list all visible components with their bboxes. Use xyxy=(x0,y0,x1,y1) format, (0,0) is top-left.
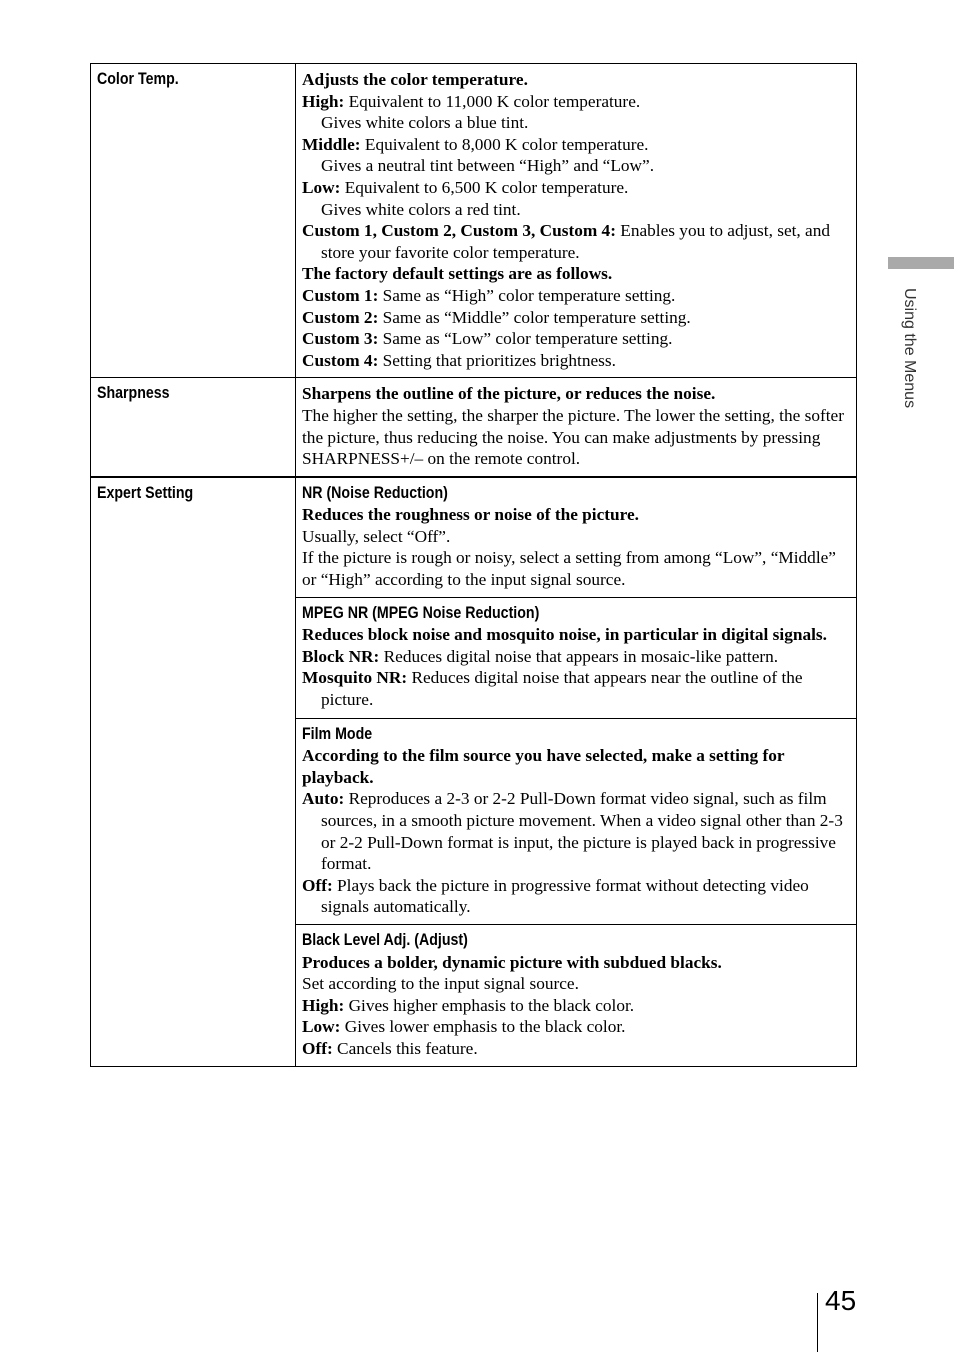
sub-setting-title-text: Film Mode xyxy=(302,724,373,743)
setting-name: Color Temp. xyxy=(97,70,179,88)
option-text: Same as “Middle” color temperature setting. xyxy=(378,307,691,327)
option-term: Mosquito NR: xyxy=(302,668,408,688)
option-high xyxy=(302,91,848,113)
sub-setting-black-level xyxy=(296,925,856,1066)
option-term: Off: xyxy=(302,1038,333,1058)
option-term: Auto: xyxy=(302,789,345,809)
row-label-cell xyxy=(91,378,296,477)
sub-setting-nr xyxy=(296,478,856,598)
sub-setting-text: Set according to the input signal source. xyxy=(302,974,579,994)
option-term: Custom 4: xyxy=(302,350,379,370)
sub-setting-film-mode xyxy=(296,719,856,925)
page-number: 45 xyxy=(825,1285,857,1316)
option-term: High: xyxy=(302,91,345,111)
option-text: Equivalent to 11,000 K color temperature. xyxy=(344,91,641,111)
option-low xyxy=(302,1016,848,1038)
row-description-cell xyxy=(296,477,857,1066)
sub-setting-title xyxy=(302,724,848,746)
option-term: Custom 1, Custom 2, Custom 3, Custom 4: xyxy=(302,221,616,241)
option-note: Gives white colors a blue tint. xyxy=(321,113,529,133)
sub-setting-intro: According to the film source you have selected, make a setting for playback. xyxy=(302,746,785,787)
option-text: Cancels this feature. xyxy=(332,1038,478,1058)
option-term: Block NR: xyxy=(302,646,380,666)
row-label-cell xyxy=(91,64,296,378)
option-term: Off: xyxy=(302,875,333,895)
setting-name: Sharpness xyxy=(97,384,170,403)
row-description-cell xyxy=(296,378,857,477)
sub-setting-title xyxy=(302,930,848,952)
setting-intro: Sharpens the outline of the picture, or reduces the noise. xyxy=(302,384,716,404)
row-label-cell xyxy=(91,477,296,1066)
option-text: Equivalent to 8,000 K color temperature. xyxy=(360,134,649,154)
option-text: Plays back the picture in progressive format without detecting video signals automatically. xyxy=(321,875,809,917)
option-text: Same as “High” color temperature setting. xyxy=(378,285,676,305)
sub-setting-title xyxy=(302,603,848,625)
option-text: Gives lower emphasis to the black color. xyxy=(340,1017,626,1037)
default-custom-1 xyxy=(302,285,848,307)
default-custom-2 xyxy=(302,307,848,329)
option-text: Reduces digital noise that appears near the outline of the picture. xyxy=(321,668,803,710)
setting-name: Expert Setting xyxy=(97,483,194,502)
option-term: Custom 1: xyxy=(302,285,379,305)
setting-body: The higher the setting, the sharper the picture. The lower the setting, the softer the picture, thus reducing the noise. You can make adjustments by pressing SHARPNESS+/– on the remote control. xyxy=(302,405,844,469)
option-note: Gives a neutral tint between “High” and “Low”. xyxy=(321,156,655,176)
option-block-nr xyxy=(302,646,848,668)
option-off xyxy=(302,1038,848,1060)
sub-setting-title xyxy=(302,483,848,505)
option-high xyxy=(302,995,848,1017)
option-text: Enables you to adjust, set, and store your favorite color temperature. xyxy=(321,221,831,262)
section-tab-marker xyxy=(888,257,954,269)
sub-setting-title-text: NR (Noise Reduction) xyxy=(302,483,448,502)
option-text: Gives higher emphasis to the black color. xyxy=(344,995,635,1015)
setting-intro: Adjusts the color temperature. xyxy=(302,70,528,89)
default-custom-3 xyxy=(302,328,848,350)
defaults-heading: The factory default settings are as follows. xyxy=(302,264,613,284)
settings-table xyxy=(90,63,857,1067)
option-term: Custom 3: xyxy=(302,329,379,349)
option-mosquito-nr xyxy=(302,667,848,710)
option-low xyxy=(302,177,848,199)
sub-setting-intro: Produces a bolder, dynamic picture with subdued blacks. xyxy=(302,952,722,972)
sub-setting-text: If the picture is rough or noisy, select a setting from among “Low”, “Middle” or “High” according to the input signal source. xyxy=(302,548,836,590)
option-text: Reproduces a 2-3 or 2-2 Pull-Down format video signal, such as film sources, in a smooth picture movement. When a video signal other than 2-3 or 2-2 Pull-Down format is input, the picture is played back in progressive format. xyxy=(321,789,843,874)
table-row xyxy=(91,477,857,1066)
sub-setting-title-text: Black Level Adj. (Adjust) xyxy=(302,930,468,949)
option-term: Middle: xyxy=(302,134,361,154)
option-text: Equivalent to 6,500 K color temperature. xyxy=(340,177,629,197)
section-tab-label: Using the Menus xyxy=(901,288,918,409)
table-row xyxy=(91,64,857,378)
option-term: Low: xyxy=(302,1017,341,1037)
option-term: Custom 2: xyxy=(302,307,379,327)
option-term: Low: xyxy=(302,177,341,197)
row-description-cell xyxy=(296,64,857,378)
option-text: Reduces digital noise that appears in mosaic-like pattern. xyxy=(379,646,779,666)
option-middle xyxy=(302,134,848,156)
sub-setting-mpeg-nr xyxy=(296,598,856,719)
sub-setting-intro: Reduces the roughness or noise of the picture. xyxy=(302,505,639,525)
default-custom-4 xyxy=(302,350,848,372)
option-term: High: xyxy=(302,995,345,1015)
option-note: Gives white colors a red tint. xyxy=(321,199,521,219)
sub-setting-intro: Reduces block noise and mosquito noise, in particular in digital signals. xyxy=(302,625,827,645)
option-text: Same as “Low” color temperature setting. xyxy=(378,329,673,349)
table-row xyxy=(91,378,857,477)
option-custom xyxy=(302,220,848,263)
option-off xyxy=(302,875,848,918)
sub-setting-text: Usually, select “Off”. xyxy=(302,526,451,546)
sub-setting-title-text: MPEG NR (MPEG Noise Reduction) xyxy=(302,603,540,622)
option-text: Setting that prioritizes brightness. xyxy=(378,350,616,370)
page-number-divider xyxy=(817,1293,818,1352)
option-auto xyxy=(302,788,848,874)
